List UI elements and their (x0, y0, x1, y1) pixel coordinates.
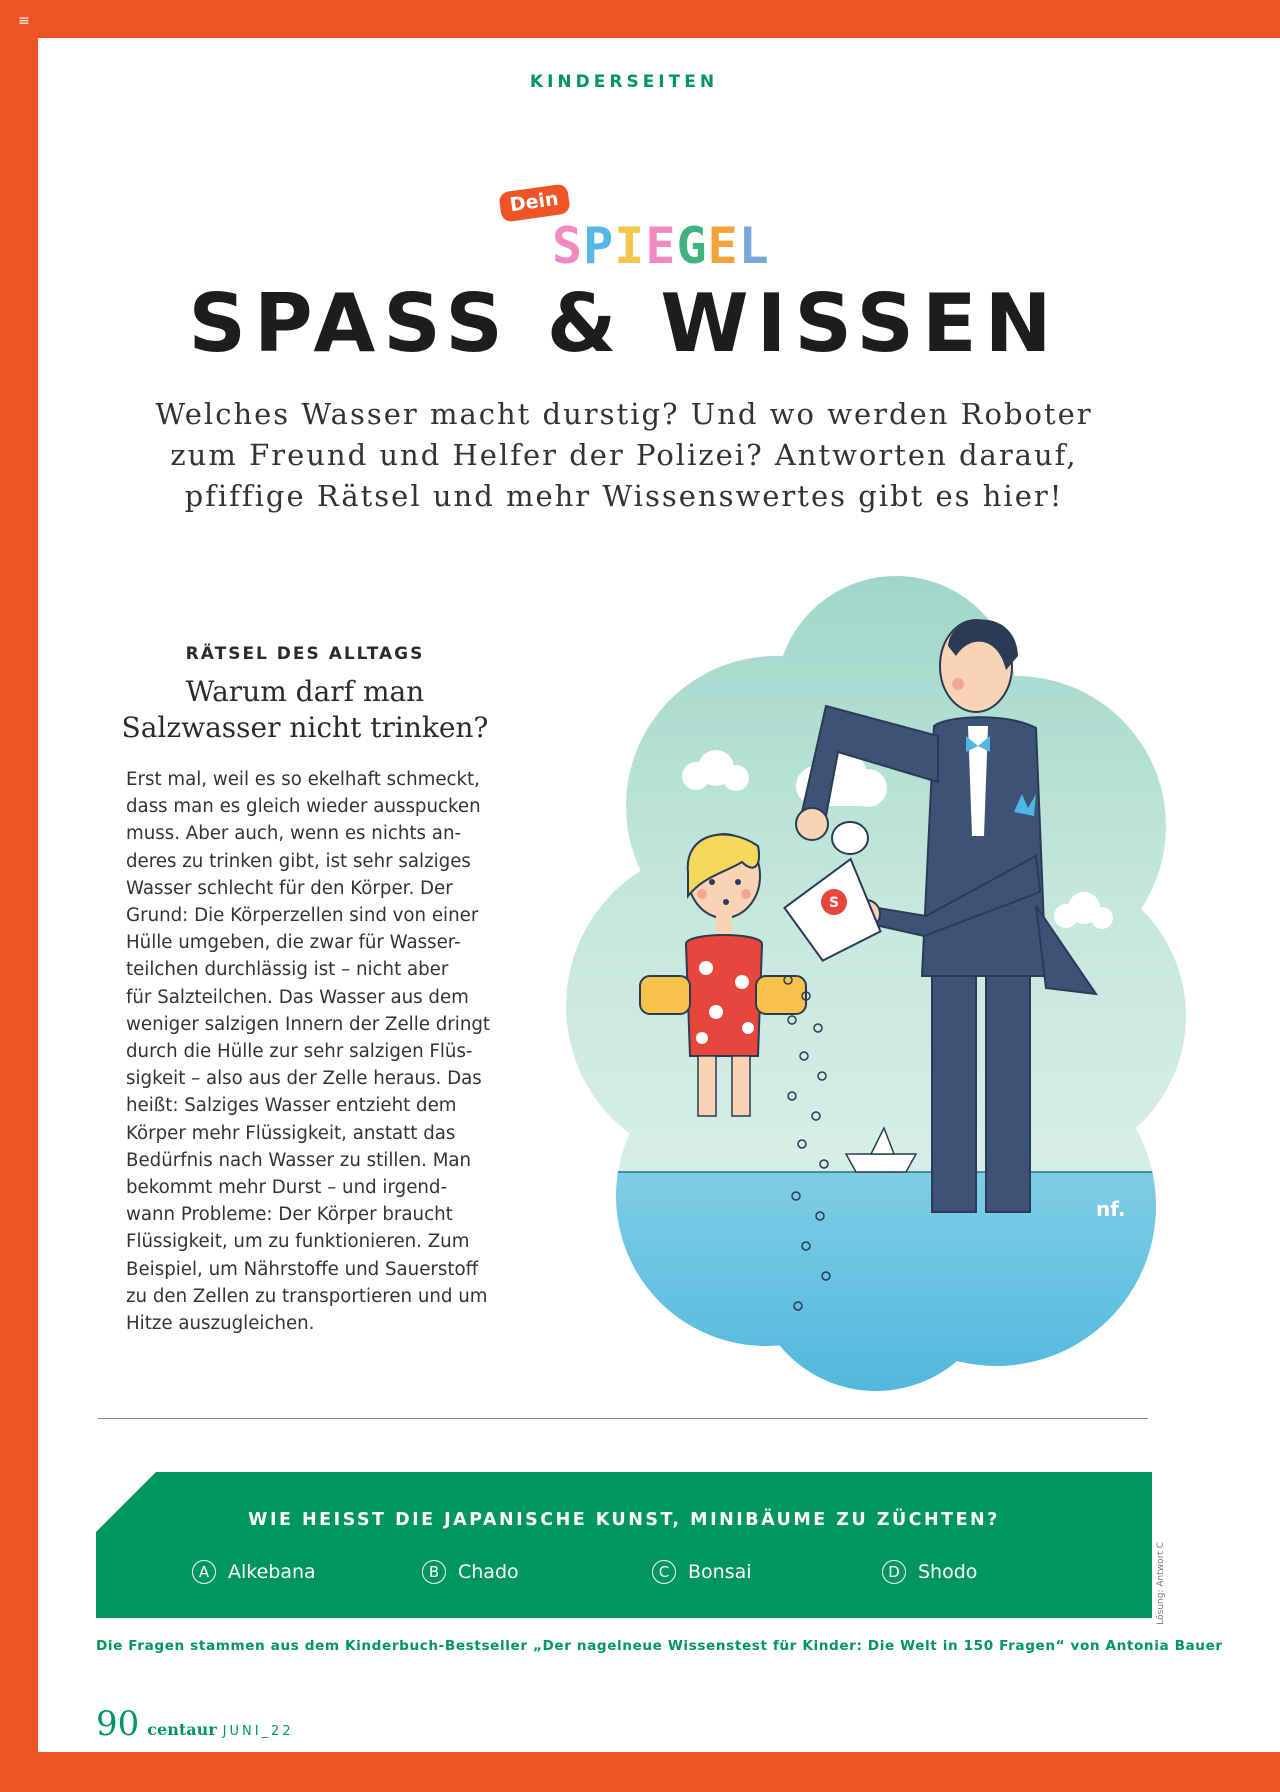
article-body-line: Wasser schlecht für den Körper. Der (126, 877, 453, 899)
logo-letter: P (583, 217, 615, 275)
article-title (120, 674, 490, 746)
article-body-line: Hülle umgeben, die zwar für Wasser- (126, 932, 461, 954)
option-letter: A (192, 1560, 216, 1584)
issue-label: JUNI_22 (222, 1724, 294, 1739)
option-letter: C (652, 1560, 676, 1584)
intro-line: Welches Wasser macht durstig? Und wo werden Roboter (155, 397, 1093, 431)
article-title-line: Warum darf man (185, 675, 425, 708)
intro-line: zum Freund und Helfer der Polizei? Antworten darauf, (170, 438, 1078, 472)
logo-letter: E (707, 217, 739, 275)
logo-letter: I (614, 217, 646, 275)
magazine-name: centaur (147, 1720, 217, 1739)
section-label: KINDERSEITEN (529, 72, 719, 92)
article-body-line: durch die Hülle zur sehr salzigen Flüs- (126, 1041, 473, 1063)
page-footer (96, 1704, 294, 1744)
article-body-line: Bedürfnis nach Wasser zu stillen. Man (126, 1149, 472, 1171)
logo-wordmark (552, 216, 770, 276)
option-text: Shodo (918, 1561, 978, 1583)
article-title-line: Salzwasser nicht trinken? (121, 711, 489, 744)
article-kicker: RÄTSEL DES ALLTAGS (185, 644, 425, 664)
article-body-line: dass man es gleich wieder ausspucken (126, 796, 481, 818)
article-body-line: sigkeit – also aus der Zelle heraus. Das (126, 1068, 482, 1090)
quiz-option-c[interactable] (652, 1560, 752, 1584)
dein-spiegel-logo (460, 146, 790, 276)
article-body-line: weniger salzigen Innern der Zelle dringt (126, 1013, 491, 1035)
salt-water-illustration (566, 576, 1186, 1392)
article-body-line: wann Probleme: Der Körper braucht (126, 1204, 453, 1226)
logo-letter: G (676, 217, 708, 275)
article-body-line: Hitze auszugleichen. (126, 1313, 315, 1335)
quiz-solution: Lösung: Antwort C (1156, 1542, 1166, 1625)
article-body-line: deres zu trinken gibt, ist sehr salziges (126, 850, 471, 872)
option-letter: B (422, 1560, 446, 1584)
quiz-box (96, 1472, 1152, 1618)
logo-badge: Dein (498, 183, 570, 222)
intro-text (98, 394, 1150, 517)
artist-signature: nf. (1096, 1197, 1126, 1221)
menu-icon[interactable]: ≡ (18, 13, 30, 29)
page-number: 90 (96, 1704, 140, 1744)
shaker-mark: S (828, 895, 840, 911)
quiz-panel (96, 1472, 1152, 1618)
option-text: Bonsai (688, 1561, 752, 1583)
intro-line: pfiffige Rätsel und mehr Wissenswertes gibt es hier! (184, 479, 1064, 513)
quiz-option-d[interactable] (882, 1560, 977, 1584)
page-headline: SPASS & WISSEN (188, 277, 1060, 370)
article-body-line: heißt: Salziges Wasser entzieht dem (126, 1095, 457, 1117)
logo-letter: L (738, 217, 770, 275)
article-body-line: Beispiel, um Nährstoffe und Sauerstoff (126, 1258, 479, 1280)
quiz-option-b[interactable] (422, 1560, 519, 1584)
source-note: Die Fragen stammen aus dem Kinderbuch-Bestseller „Der nagelneue Wissenstest für Kinder: Die Welt in 150 Fragen“ von Antonia Bauer (96, 1638, 1223, 1654)
option-text: Alkebana (228, 1561, 316, 1583)
quiz-background (96, 1472, 1152, 1618)
article-body-line: Erst mal, weil es so ekelhaft schmeckt, (126, 769, 480, 790)
article-body (126, 766, 490, 1337)
article-body-line: teilchen durchlässig ist – nicht aber (126, 959, 449, 981)
quiz-question: WIE HEISST DIE JAPANISCHE KUNST, MINIBÄUME ZU ZÜCHTEN? (248, 1510, 1000, 1530)
option-letter: D (882, 1560, 906, 1584)
article-body-line: Körper mehr Flüssigkeit, anstatt das (126, 1122, 456, 1144)
article-body-line: muss. Aber auch, wenn es nichts an- (126, 823, 462, 845)
quiz-option-a[interactable] (192, 1560, 316, 1584)
article-body-line: für Salzteilchen. Das Wasser aus dem (126, 986, 469, 1008)
logo-letter: E (645, 217, 677, 275)
article-body-line: Grund: Die Körperzellen sind von einer (126, 905, 479, 927)
logo-letter: S (552, 217, 584, 275)
article-body-line: bekommt mehr Durst – und irgend- (126, 1177, 448, 1199)
section-divider (98, 1418, 1148, 1419)
option-text: Chado (458, 1561, 519, 1583)
magazine-page (38, 38, 1280, 1752)
article-body-line: zu den Zellen zu transportieren und um (126, 1285, 488, 1307)
article-body-line: Flüssigkeit, um zu funktionieren. Zum (126, 1231, 470, 1253)
